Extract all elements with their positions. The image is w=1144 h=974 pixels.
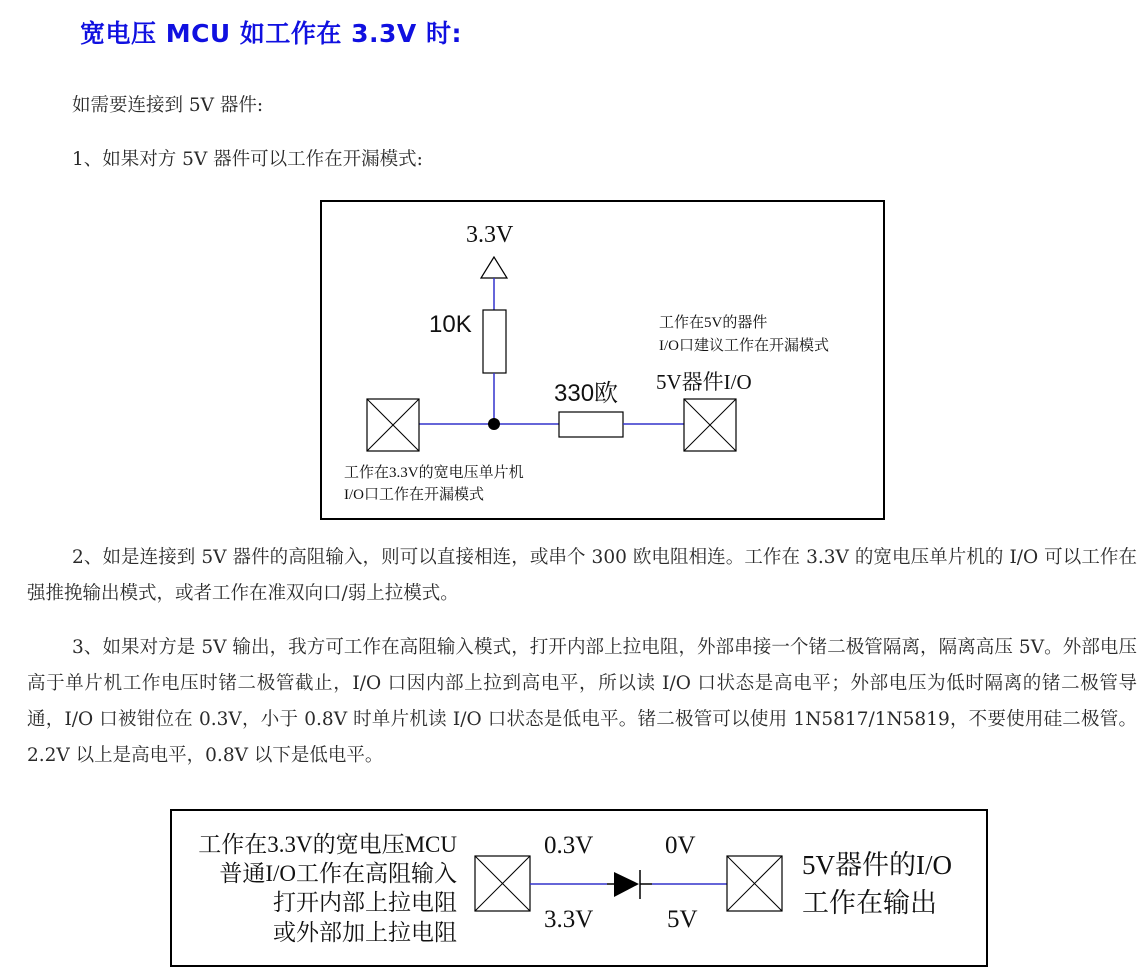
device-io-pin-icon <box>727 856 782 911</box>
section-heading: 宽电压 MCU 如工作在 3.3V 时: <box>80 19 462 48</box>
item-2-paragraph: 2、如是连接到 5V 器件的高阻输入，则可以直接相连，或串个 300 欧电阻相连。工作在 3.3V 的宽电压单片机的 I/O 可以工作在强推挽输出模式，或者工作在准双向口/弱上拉模式。 <box>27 547 1137 604</box>
open-drain-circuit-diagram <box>320 200 885 520</box>
intro-paragraph: 如需要连接到 5V 器件: <box>72 95 264 116</box>
device-note-line-2: I/O口建议工作在开漏模式 <box>659 338 829 354</box>
circuit-svg <box>322 202 883 518</box>
mcu-desc-line-1: 工作在3.3V的宽电压MCU <box>198 832 457 857</box>
device-io-pin-icon <box>684 399 736 451</box>
high-mcu-voltage-label: 3.3V <box>544 906 594 933</box>
supply-label: 3.3V <box>466 222 514 248</box>
device-note-line-1: 工作在5V的器件 <box>659 315 768 331</box>
diode-isolation-circuit-diagram <box>170 809 988 967</box>
mcu-desc-line-3: 打开内部上拉电阻 <box>273 890 457 915</box>
item-1-paragraph: 1、如果对方 5V 器件可以工作在开漏模式: <box>72 149 423 170</box>
pullup-label: 10K <box>429 311 472 338</box>
item-3-paragraph: 3、如果对方是 5V 输出，我方可工作在高阻输入模式，打开内部上拉电阻，外部串接一个锗二极管隔离，隔离高压 5V。外部电压高于单片机工作电压时锗二极管截止，I/O 口因内部上拉到高电平，所以读 I/O 口状态是高电平；外部电压为低时隔离的锗二极管导通，I/O 口被钳位在 0.3V，小于 0.8V 时单片机读 I/O 口状态是低电平。锗二极管可以使用 1N5817/1N5819，不要使用硅二极管。2.2V 以上是高电平，0.8V 以下是低电平。 <box>27 637 1137 766</box>
mcu-note-line-2: I/O口工作在开漏模式 <box>344 487 484 503</box>
high-device-voltage-label: 5V <box>667 906 698 933</box>
mcu-note-line-1: 工作在3.3V的宽电压单片机 <box>344 465 524 481</box>
supply-arrow-icon <box>481 257 507 278</box>
mcu-io-pin-icon <box>475 856 530 911</box>
junction-dot-icon <box>488 418 500 430</box>
device-desc-line-1: 5V器件的I/O <box>802 850 952 880</box>
pullup-resistor-icon <box>483 310 506 373</box>
diode-circuit-svg <box>172 811 986 965</box>
low-device-voltage-label: 0V <box>665 832 696 859</box>
series-label: 330欧 <box>554 380 619 407</box>
device-desc-line-2: 工作在输出 <box>802 888 937 918</box>
device-io-label: 5V器件I/O <box>656 370 752 394</box>
mcu-desc-line-2: 普通I/O工作在高阻输入 <box>219 861 457 886</box>
mcu-io-pin-icon <box>367 399 419 451</box>
mcu-desc-line-4: 或外部加上拉电阻 <box>273 920 457 945</box>
low-mcu-voltage-label: 0.3V <box>544 832 594 859</box>
series-resistor-icon <box>559 412 623 437</box>
diode-icon <box>614 870 640 899</box>
